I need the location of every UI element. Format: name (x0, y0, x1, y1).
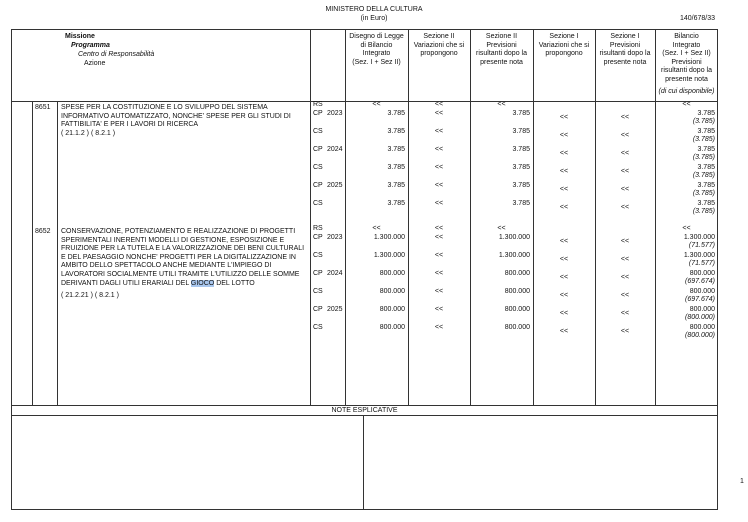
value-col6-available: (3.785) (692, 154, 715, 161)
highlighted-word[interactable]: GIOCO (190, 279, 215, 287)
col2-header-line: Sezione II (423, 33, 455, 40)
col2-header-line: Variazioni che si (413, 41, 465, 49)
row-type: CS (313, 164, 323, 171)
value-col6-available: (800.000) (685, 332, 715, 339)
row-type: CS (313, 288, 323, 295)
value-col4: << (559, 328, 569, 335)
chapter-description (61, 104, 307, 130)
value-col6: 800.000 (689, 306, 715, 313)
row-type: CP (313, 182, 323, 189)
row-type: CP (313, 234, 323, 241)
row-type: CS (313, 128, 323, 135)
value-col6-available: (3.785) (692, 172, 715, 179)
value-col6-available: (3.785) (692, 136, 715, 143)
col4-header-line: Variazioni che si (538, 41, 590, 49)
value-col4: << (559, 310, 569, 317)
margin-mark: 1 (740, 478, 744, 485)
notes-top-rule (11, 405, 718, 406)
value-col6: 800.000 (689, 270, 715, 277)
chapter-number: 8651 (35, 104, 51, 111)
value-col3: 1.300.000 (498, 234, 530, 241)
row-year: 2023 (327, 110, 343, 117)
row-type: CS (313, 200, 323, 207)
row-type: CS (313, 324, 323, 331)
row-type: RS (313, 225, 323, 232)
value-col3: 800.000 (504, 306, 530, 313)
value-col2: << (434, 288, 444, 295)
col1-header-line: Integrato (362, 50, 391, 58)
value-col5: << (620, 186, 630, 193)
chapter-number: 8652 (35, 228, 51, 235)
value-col2: << (434, 146, 444, 153)
value-col3: 800.000 (504, 288, 530, 295)
value-col6: 1.300.000 (683, 234, 715, 241)
col1-header-line: Disegno di Legge (349, 33, 404, 40)
value-col5: << (620, 328, 630, 335)
value-col1: 1.300.000 (373, 252, 405, 259)
ministry-title: MINISTERO DELLA CULTURA (325, 6, 423, 13)
value-col2: << (434, 164, 444, 171)
col6-header (655, 33, 718, 96)
value-col6-available: (3.785) (692, 118, 715, 125)
value-col4: << (559, 150, 569, 157)
value-col3: << (497, 225, 506, 232)
value-col6: << (682, 225, 691, 232)
row-type: CP (313, 146, 323, 153)
value-col4: << (559, 238, 569, 245)
value-col1: 800.000 (379, 270, 405, 277)
col-divider (470, 29, 471, 405)
value-col4: << (559, 168, 569, 175)
row-type: CP (313, 306, 323, 313)
value-col2: << (434, 252, 444, 259)
value-col1: 800.000 (379, 324, 405, 331)
value-col6: 3.785 (697, 164, 715, 171)
chapter-description (61, 228, 307, 288)
value-col6: 800.000 (689, 288, 715, 295)
value-col1: 800.000 (379, 288, 405, 295)
value-col6-available: (800.000) (685, 314, 715, 321)
value-col3: 800.000 (504, 270, 530, 277)
chapter-description-text: CONSERVAZIONE, POTENZIAMENTO E REALIZZAZIONE DI PROGETTI SPERIMENTALI INERENTI MODELLI DI GESTIONE, ESPOSIZIONE E FRUIZIONE PER LA TUTELA E LA VALORIZZAZIONE DEI BENI CULTURALI E DEL PAESAGGIO NONCHE' PROGETTI PER LA DIGITALIZZAZIONE IN AMBITO DELLO SPETTACOLO ANCHE MEDIANTE L'IMPIEGO DI LAVORATORI SOCIALMENTE UTILI TRAMITE L'UTILIZZO DELLE SOMME DERIVANTI DAGLI UTILI ERARIALI DEL (61, 228, 305, 287)
col5-header-line: Sezione I (610, 33, 640, 40)
col1-header-line: di Bilancio (360, 41, 393, 49)
row-type: CP (313, 270, 323, 277)
chapter-description-text: SPESE PER LA COSTITUZIONE E LO SVILUPPO DEL SISTEMA INFORMATIVO AUTOMATIZZATO, NONCHE' SPESE PER GLI STUDI DI FATTIBILITA' E PER I LAVORI DI RICERCA (61, 104, 291, 129)
value-col2: << (434, 110, 444, 117)
value-col2: << (434, 101, 444, 108)
value-col6: << (682, 101, 691, 108)
row-year: 2025 (327, 306, 343, 313)
col5-header-line: presente nota (603, 58, 647, 66)
notes-title: NOTE ESPLICATIVE (331, 407, 398, 414)
col6-header-line: (Sez. I + Sez II) (662, 50, 711, 58)
value-col3: 3.785 (512, 200, 530, 207)
value-col4: << (559, 256, 569, 263)
value-col1: << (372, 101, 381, 108)
value-col6-available: (697.674) (685, 278, 715, 285)
value-col3: 3.785 (512, 110, 530, 117)
value-col5: << (620, 204, 630, 211)
value-col2: << (434, 306, 444, 313)
value-col6-available: (71.577) (688, 260, 715, 267)
value-col5: << (620, 150, 630, 157)
value-col2: << (434, 225, 444, 232)
value-col6: 3.785 (697, 200, 715, 207)
value-col6-available: (697.674) (685, 296, 715, 303)
value-col5: << (620, 114, 630, 121)
value-col4: << (559, 186, 569, 193)
col2-header-line: propongono (420, 50, 458, 58)
value-col6: 3.785 (697, 146, 715, 153)
col3-header (470, 33, 533, 67)
value-col2: << (434, 234, 444, 241)
col4-header (533, 33, 595, 59)
value-col3: 800.000 (504, 324, 530, 331)
chapter-codes: ( 21.2.21 ) ( 8.2.1 ) (61, 292, 119, 299)
value-col2: << (434, 200, 444, 207)
value-col5: << (620, 132, 630, 139)
value-col3: 3.785 (512, 128, 530, 135)
col6-header-line: Previsioni (671, 58, 702, 66)
col4-header-line: Sezione I (549, 33, 579, 40)
value-col3: 3.785 (512, 164, 530, 171)
value-col6: 3.785 (697, 182, 715, 189)
value-col4: << (559, 204, 569, 211)
value-col5: << (620, 168, 630, 175)
col5-header (595, 33, 655, 67)
col4-header-line: propongono (545, 50, 583, 58)
value-col2: << (434, 182, 444, 189)
col6-header-line: presente nota (665, 75, 708, 83)
value-col4: << (559, 114, 569, 121)
value-col3: << (497, 101, 506, 108)
chapter-description-text: DEL LOTTO (214, 279, 255, 287)
row-year: 2023 (327, 234, 343, 241)
chapter-col-divider (57, 101, 58, 405)
value-col4: << (559, 132, 569, 139)
col6-header-note: (di cui disponibile) (658, 87, 715, 95)
value-col1: 3.785 (387, 110, 405, 117)
missione-label: Missione (65, 33, 95, 40)
azione-label: Azione (84, 60, 106, 67)
value-col3: 3.785 (512, 146, 530, 153)
chapter-col-divider (32, 101, 33, 405)
value-col6: 3.785 (697, 110, 715, 117)
value-col6-available: (71.577) (688, 242, 715, 249)
col3-header-line: presente nota (480, 58, 523, 66)
currency-label: (in Euro) (360, 15, 388, 22)
col3-header-line: risultanti dopo la (476, 50, 527, 58)
col3-header-line: Previsioni (486, 41, 517, 49)
col1-header-line: (Sez. I + Sez II) (352, 58, 401, 66)
value-col1: << (372, 225, 381, 232)
value-col1: 3.785 (387, 146, 405, 153)
value-col2: << (434, 270, 444, 277)
value-col6: 1.300.000 (683, 252, 715, 259)
page-ref: 140/678/33 (679, 15, 715, 22)
col3-header-line: Sezione II (485, 33, 518, 40)
chapter-codes: ( 21.1.2 ) ( 8.2.1 ) (61, 130, 116, 137)
row-type: CS (313, 252, 323, 259)
programma-label: Programma (71, 42, 110, 49)
row-type: RS (313, 101, 323, 108)
col5-header-line: risultanti dopo la (599, 50, 651, 58)
value-col3: 1.300.000 (498, 252, 530, 259)
col2-header (408, 33, 470, 59)
value-col1: 800.000 (379, 306, 405, 313)
value-col1: 3.785 (387, 200, 405, 207)
col-divider (345, 29, 346, 405)
value-col5: << (620, 238, 630, 245)
col6-header-line: risultanti dopo la (661, 67, 712, 75)
value-col6: 800.000 (689, 324, 715, 331)
notes-divider (363, 415, 364, 510)
col-divider (310, 29, 311, 405)
col1-header (345, 33, 408, 67)
value-col6: 3.785 (697, 128, 715, 135)
value-col2: << (434, 324, 444, 331)
value-col6-available: (3.785) (692, 208, 715, 215)
value-col5: << (620, 274, 630, 281)
value-col5: << (620, 292, 630, 299)
value-col1: 3.785 (387, 128, 405, 135)
col6-header-line: Bilancio (674, 33, 699, 40)
value-col2: << (434, 128, 444, 135)
row-year: 2025 (327, 182, 343, 189)
centro-label: Centro di Responsabilità (78, 51, 155, 58)
row-year: 2024 (327, 146, 343, 153)
value-col5: << (620, 310, 630, 317)
value-col4: << (559, 292, 569, 299)
col-divider (595, 29, 596, 405)
value-col4: << (559, 274, 569, 281)
value-col1: 1.300.000 (373, 234, 405, 241)
col5-header-line: Previsioni (609, 41, 641, 49)
row-type: CP (313, 110, 323, 117)
value-col6-available: (3.785) (692, 190, 715, 197)
value-col3: 3.785 (512, 182, 530, 189)
value-col5: << (620, 256, 630, 263)
value-col1: 3.785 (387, 182, 405, 189)
col-divider (533, 29, 534, 405)
row-year: 2024 (327, 270, 343, 277)
col-divider (408, 29, 409, 405)
value-col1: 3.785 (387, 164, 405, 171)
col6-header-line: Integrato (672, 41, 701, 49)
